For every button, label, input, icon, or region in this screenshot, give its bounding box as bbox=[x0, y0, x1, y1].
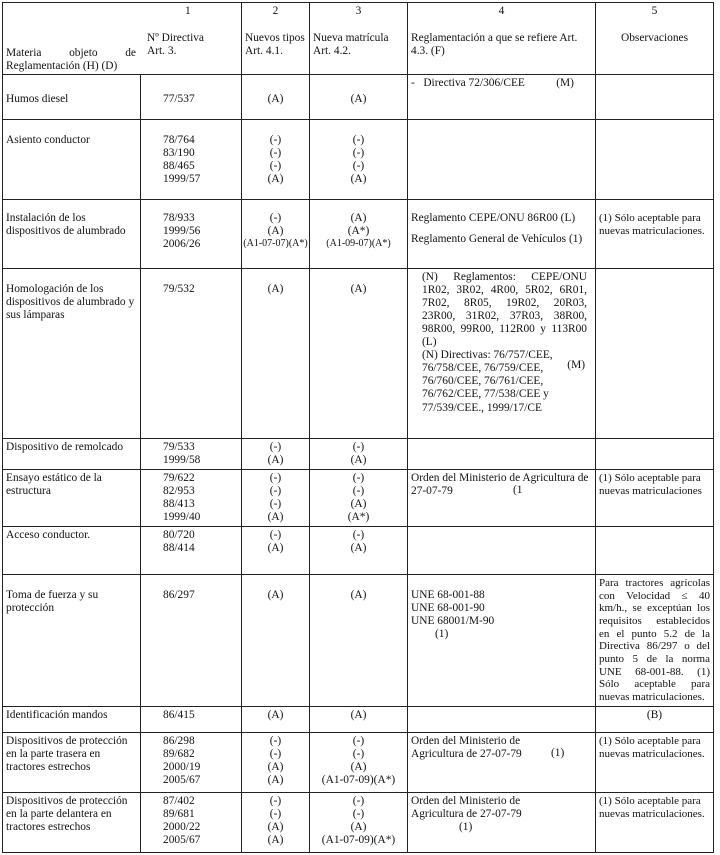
table-row bbox=[3, 527, 714, 575]
directiva-cell: 1999/57 bbox=[163, 172, 201, 185]
directiva-cell: 83/190 bbox=[163, 146, 195, 159]
reglamentacion-cell: Orden del Ministerio de Agricultura de 27-07-79 bbox=[411, 794, 522, 820]
nuevos-cell: (A) bbox=[267, 820, 284, 833]
nueva-cell: (-) bbox=[352, 484, 365, 497]
header-nuevos: Nuevos tipos Art. 4.1. bbox=[245, 32, 305, 58]
nueva-cell: (-) bbox=[352, 529, 365, 542]
nueva-cell: (A) bbox=[350, 172, 367, 185]
nueva-cell: (A) bbox=[350, 93, 367, 105]
table-row bbox=[3, 706, 714, 732]
reglamentacion-cell: - Directiva 72/306/CEE (M) bbox=[411, 77, 574, 89]
col-number-5: 5 bbox=[651, 5, 658, 17]
reglamentacion-cell: (M) bbox=[567, 358, 585, 371]
directiva-cell: 82/953 bbox=[163, 484, 195, 497]
observaciones-cell: (1) Sólo aceptable para nuevas matriculaciones. bbox=[599, 734, 705, 760]
materia-cell: Instalación de los dispositivos de alumbrado bbox=[6, 211, 126, 237]
observaciones-cell: (1) Sólo aceptable para nuevas matriculaciones. bbox=[599, 211, 705, 237]
directiva-cell: 1999/58 bbox=[163, 453, 201, 466]
nueva-cell: (-) bbox=[352, 747, 365, 760]
directiva-cell: 1999/56 bbox=[163, 224, 201, 237]
nueva-cell: (-) bbox=[352, 146, 365, 159]
directiva-cell: 87/402 bbox=[163, 794, 195, 807]
observaciones-cell: (1) Sólo aceptable para nuevas matriculaciones. bbox=[599, 794, 705, 820]
observaciones-cell: (1) Sólo aceptable para nuevas matriculaciones bbox=[599, 471, 702, 497]
nueva-cell: (-) bbox=[352, 159, 365, 172]
nuevos-cell: (A) bbox=[267, 708, 284, 721]
table-row bbox=[3, 469, 714, 526]
directiva-cell: 88/465 bbox=[163, 159, 195, 172]
nuevos-cell: (A) bbox=[267, 760, 284, 773]
reglamentacion-cell: (1 bbox=[513, 483, 523, 496]
header-col2 bbox=[242, 3, 310, 75]
directiva-cell: 78/933 bbox=[163, 211, 195, 224]
materia-cell: Humos diesel bbox=[6, 93, 69, 105]
nueva-cell: (-) bbox=[352, 794, 365, 807]
nueva-cell: (-) bbox=[352, 471, 365, 484]
reglamentacion-cell: Reglamento CEPE/ONU 86R00 (L) bbox=[411, 211, 576, 224]
nuevos-cell: (-) bbox=[269, 747, 282, 760]
directiva-cell: 80/720 bbox=[163, 529, 195, 542]
col-number-3: 3 bbox=[355, 5, 362, 17]
header-col5 bbox=[596, 3, 714, 75]
directiva-cell: 79/532 bbox=[163, 282, 195, 295]
col-number-2: 2 bbox=[272, 5, 279, 17]
header-directiva: Nº Directiva Art. 3. bbox=[147, 32, 204, 58]
reglamentacion-cell: (1) bbox=[435, 628, 449, 641]
reglamentacion-cell: (1) bbox=[459, 820, 473, 833]
col-number-1: 1 bbox=[185, 5, 191, 17]
nueva-cell: (A1-07-09)(A*) bbox=[321, 833, 396, 846]
reglamentacion-cell: Orden del Ministerio de Agricultura de 27-07-79 bbox=[411, 734, 522, 760]
reglamentacion-cell: (1) bbox=[551, 746, 565, 759]
nueva-cell: (A) bbox=[350, 453, 367, 466]
nueva-cell: (A) bbox=[350, 497, 367, 510]
materia-cell: Toma de fuerza y su protección bbox=[6, 589, 99, 615]
directiva-cell: 78/764 bbox=[163, 133, 195, 146]
materia-cell: Acceso conductor. bbox=[6, 529, 91, 542]
nuevos-cell: (A) bbox=[267, 542, 284, 555]
table-row bbox=[3, 268, 714, 438]
nuevos-cell: (A) bbox=[267, 511, 284, 524]
nuevos-cell: (A1-07-07)(A*) bbox=[243, 237, 308, 249]
header-row bbox=[3, 3, 714, 75]
nuevos-cell: (A) bbox=[267, 773, 284, 786]
nuevos-cell: (-) bbox=[269, 529, 282, 542]
header-observaciones: Observaciones bbox=[620, 32, 689, 45]
observaciones-cell: Para tractores agrícolas con Velocidad ≤ 40 km/h., se exceptúan los requisitos establecidos en el punto 5.2 de la Directiva 86/297 o del punto 5 de la norma UNE 68-001-88. (1) Sólo aceptable para nuevas matriculaciones. bbox=[599, 577, 710, 703]
nuevos-cell: (-) bbox=[269, 484, 282, 497]
table-row bbox=[3, 438, 714, 469]
observaciones-cell: (B) bbox=[646, 708, 663, 721]
table-row bbox=[3, 199, 714, 268]
directiva-cell: 79/533 bbox=[163, 440, 195, 453]
directiva-cell: 86/415 bbox=[163, 708, 195, 721]
nuevos-cell: (A) bbox=[267, 224, 284, 237]
reglamentacion-cell: (N) Directivas: 76/757/CEE, 76/758/CEE, 76/759/CEE, 76/760/CEE, 76/761/CEE, 76/762/CEE, 77/538/CEE y 77/539/CEE., 1999/17/CE bbox=[422, 349, 553, 414]
nueva-cell: (A) bbox=[350, 542, 367, 555]
nueva-cell: (A*) bbox=[347, 224, 370, 237]
table-row bbox=[3, 792, 714, 852]
nuevos-cell: (A) bbox=[267, 172, 284, 185]
nuevos-cell: (-) bbox=[269, 471, 282, 484]
nueva-cell: (A*) bbox=[347, 511, 370, 524]
nueva-cell: (A1-09-07)(A*) bbox=[326, 237, 391, 249]
nuevos-cell: (A) bbox=[267, 589, 284, 602]
header-nueva: Nueva matrícula Art. 4.2. bbox=[313, 32, 389, 58]
reglamentacion-cell: Reglamento General de Vehículos (1) bbox=[411, 232, 583, 245]
materia-cell: Asiento conductor bbox=[6, 133, 90, 146]
nuevos-cell: (-) bbox=[269, 734, 282, 747]
directiva-cell: 86/297 bbox=[163, 589, 195, 602]
directiva-cell: 2005/67 bbox=[163, 833, 201, 846]
directiva-cell: 88/414 bbox=[163, 542, 195, 555]
reglamentacion-cell: (N) Reglamentos: CEPE/ONU 1R02, 3R02, 4R00, 5R02, 6R01, 7R02, 8R05, 19R02, 20R03, 23R00, 31R02, 37R03, 38R00, 98R00, 99R00, 112R00 y 113R00 (L) bbox=[422, 270, 587, 349]
nueva-cell: (-) bbox=[352, 734, 365, 747]
table-row bbox=[3, 75, 714, 119]
materia-cell: Dispositivos de protección en la parte trasera en tractores estrechos bbox=[6, 734, 128, 773]
table-row bbox=[3, 732, 714, 792]
materia-cell: Dispositivos de protección en la parte delantera en tractores estrechos bbox=[6, 794, 128, 833]
directiva-cell: 2005/67 bbox=[163, 773, 201, 786]
nuevos-cell: (A) bbox=[267, 833, 284, 846]
materia-cell: Ensayo estático de la estructura bbox=[6, 471, 102, 497]
nueva-cell: (A) bbox=[350, 589, 367, 602]
materia-cell: Homologación de los dispositivos de alumbrado y sus lámparas bbox=[6, 282, 135, 321]
nuevos-cell: (-) bbox=[269, 159, 282, 172]
header-col3 bbox=[310, 3, 408, 75]
header-col4 bbox=[408, 3, 596, 75]
reglamentacion-cell: Orden del Ministerio de Agricultura de 27-07-79 bbox=[411, 471, 589, 497]
nuevos-cell: (-) bbox=[269, 497, 282, 510]
materia-cell: Identificación mandos bbox=[6, 708, 108, 721]
nueva-cell: (-) bbox=[352, 440, 365, 453]
reglamentacion-cell: UNE 68-001-88 bbox=[411, 589, 485, 602]
nuevos-cell: (-) bbox=[269, 211, 282, 224]
nueva-cell: (A) bbox=[350, 760, 367, 773]
directiva-cell: 2006/26 bbox=[163, 237, 201, 250]
directiva-cell: 2000/22 bbox=[163, 820, 201, 833]
col-number-4: 4 bbox=[498, 5, 505, 17]
directiva-cell: 89/682 bbox=[163, 747, 195, 760]
nuevos-cell: (-) bbox=[269, 807, 282, 820]
directiva-cell: 77/537 bbox=[163, 93, 195, 105]
header-materia: Materia objeto de Reglamentación (H) (D) bbox=[6, 47, 136, 73]
nuevos-cell: (A) bbox=[267, 453, 284, 466]
directiva-cell: 79/622 bbox=[163, 471, 195, 484]
regulation-body bbox=[2, 75, 714, 853]
nuevos-cell: (-) bbox=[269, 133, 282, 146]
nueva-cell: (A) bbox=[350, 282, 367, 295]
nueva-cell: (-) bbox=[352, 133, 365, 146]
regulation-table bbox=[2, 2, 714, 75]
reglamentacion-cell: UNE 68-001-90 bbox=[411, 602, 485, 615]
nueva-cell: (-) bbox=[352, 807, 365, 820]
directiva-cell: 1999/40 bbox=[163, 511, 201, 524]
table-row bbox=[3, 119, 714, 199]
nuevos-cell: (-) bbox=[269, 440, 282, 453]
materia-cell: Dispositivo de remolcado bbox=[6, 440, 124, 453]
table-row bbox=[3, 575, 714, 706]
directiva-cell: 88/413 bbox=[163, 497, 195, 510]
nuevos-cell: (A) bbox=[267, 93, 284, 105]
nueva-cell: (A) bbox=[350, 820, 367, 833]
directiva-cell: 89/681 bbox=[163, 807, 195, 820]
header-reglamentacion: Reglamentación a que se refiere Art. 4.3. (F) bbox=[411, 32, 578, 58]
header-col1 bbox=[3, 3, 242, 75]
nueva-cell: (A1-07-09)(A*) bbox=[321, 773, 396, 786]
nueva-cell: (A) bbox=[350, 708, 367, 721]
directiva-cell: 2000/19 bbox=[163, 760, 201, 773]
nueva-cell: (A) bbox=[350, 211, 367, 224]
nuevos-cell: (A) bbox=[267, 282, 284, 295]
nuevos-cell: (-) bbox=[269, 146, 282, 159]
nuevos-cell: (-) bbox=[269, 794, 282, 807]
reglamentacion-cell: UNE 68001/M-90 bbox=[411, 615, 495, 628]
directiva-cell: 86/298 bbox=[163, 734, 195, 747]
